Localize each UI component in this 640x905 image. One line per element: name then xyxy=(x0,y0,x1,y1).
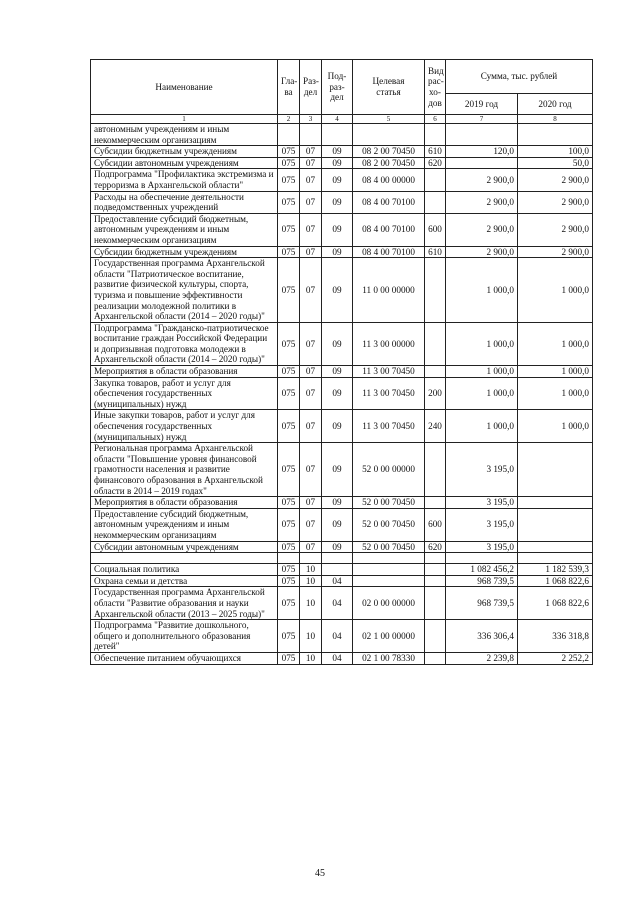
col-num: 8 xyxy=(518,115,593,124)
cell-razdel: 07 xyxy=(300,191,322,213)
cell-statya: 52 0 00 70450 xyxy=(353,541,425,553)
cell-sum-2020 xyxy=(518,124,593,146)
cell-name: Иные закупки товаров, работ и услуг для обеспечения государственных (муниципальных) нужд xyxy=(91,410,278,443)
table-row xyxy=(91,410,593,443)
cell-podrazdel: 09 xyxy=(322,410,353,443)
cell-sum-2019: 968 739,5 xyxy=(446,575,518,587)
cell-vid xyxy=(425,587,446,620)
cell-statya xyxy=(353,124,425,146)
cell-name: Предоставление субсидий бюджетным, автономным учреждениям и иным некоммерческим организациям xyxy=(91,213,278,246)
header-vid: Вид рас- хо- дов xyxy=(425,60,446,115)
table-row xyxy=(91,213,593,246)
table-row xyxy=(91,497,593,509)
cell-sum-2019: 336 306,4 xyxy=(446,620,518,653)
header-glava: Гла- ва xyxy=(278,60,300,115)
cell-glava xyxy=(278,124,300,146)
header-name: Наименование xyxy=(91,60,278,115)
cell-razdel xyxy=(300,553,322,564)
cell-statya: 11 0 00 00000 xyxy=(353,258,425,323)
cell-statya xyxy=(353,553,425,564)
cell-razdel: 10 xyxy=(300,575,322,587)
cell-name: Подпрограмма "Развитие дошкольного, общего и дополнительного образования детей" xyxy=(91,620,278,653)
cell-sum-2019: 1 000,0 xyxy=(446,322,518,365)
cell-statya: 08 2 00 70450 xyxy=(353,146,425,158)
cell-glava: 075 xyxy=(278,508,300,541)
cell-sum-2020: 1 000,0 xyxy=(518,258,593,323)
cell-podrazdel: 09 xyxy=(322,146,353,158)
cell-sum-2020: 2 900,0 xyxy=(518,246,593,258)
cell-name: Государственная программа Архангельской области "Развитие образования и науки Архангельской области (2013 – 2025 годы)" xyxy=(91,587,278,620)
cell-podrazdel: 09 xyxy=(322,258,353,323)
cell-glava: 075 xyxy=(278,587,300,620)
cell-podrazdel xyxy=(322,553,353,564)
cell-name: автономным учреждениям и иным некоммерческим организациям xyxy=(91,124,278,146)
cell-sum-2020: 1 000,0 xyxy=(518,322,593,365)
table-row xyxy=(91,564,593,576)
cell-vid xyxy=(425,575,446,587)
budget-table xyxy=(90,59,593,665)
cell-sum-2020: 1 068 822,6 xyxy=(518,575,593,587)
cell-glava: 075 xyxy=(278,146,300,158)
cell-vid xyxy=(425,620,446,653)
cell-name: Мероприятия в области образования xyxy=(91,366,278,378)
cell-sum-2020: 1 000,0 xyxy=(518,410,593,443)
cell-statya: 08 4 00 70100 xyxy=(353,191,425,213)
header-2019: 2019 год xyxy=(446,94,518,115)
cell-name: Государственная программа Архангельской области "Патриотическое воспитание, развитие физической культуры, спорта, туризма и повышение эффективности реализации молодежной политики в Архангельской области (2014 – 2020 годы)" xyxy=(91,258,278,323)
cell-statya: 11 3 00 70450 xyxy=(353,377,425,410)
cell-name: Субсидии автономным учреждениям xyxy=(91,541,278,553)
cell-glava: 075 xyxy=(278,366,300,378)
cell-name: Мероприятия в области образования xyxy=(91,497,278,509)
col-num: 2 xyxy=(278,115,300,124)
cell-sum-2019 xyxy=(446,124,518,146)
cell-statya: 08 2 00 70450 xyxy=(353,157,425,169)
cell-sum-2019: 1 000,0 xyxy=(446,366,518,378)
header-razdel: Раз- дел xyxy=(300,60,322,115)
cell-podrazdel xyxy=(322,124,353,146)
cell-sum-2019: 2 900,0 xyxy=(446,191,518,213)
cell-razdel: 07 xyxy=(300,157,322,169)
cell-podrazdel: 09 xyxy=(322,322,353,365)
table-row xyxy=(91,553,593,564)
cell-podrazdel: 09 xyxy=(322,443,353,497)
cell-vid xyxy=(425,652,446,664)
col-num: 5 xyxy=(353,115,425,124)
table-row xyxy=(91,652,593,664)
cell-podrazdel: 09 xyxy=(322,246,353,258)
cell-vid xyxy=(425,553,446,564)
cell-razdel: 10 xyxy=(300,620,322,653)
cell-sum-2020: 1 068 822,6 xyxy=(518,587,593,620)
cell-vid: 610 xyxy=(425,146,446,158)
header-podrazdel: Под- раз- дел xyxy=(322,60,353,115)
cell-podrazdel: 09 xyxy=(322,213,353,246)
cell-sum-2019: 3 195,0 xyxy=(446,497,518,509)
cell-vid xyxy=(425,322,446,365)
cell-glava: 075 xyxy=(278,191,300,213)
cell-glava: 075 xyxy=(278,497,300,509)
cell-sum-2020: 50,0 xyxy=(518,157,593,169)
cell-razdel: 07 xyxy=(300,169,322,191)
cell-vid: 610 xyxy=(425,246,446,258)
cell-name: Субсидии автономным учреждениям xyxy=(91,157,278,169)
cell-sum-2020 xyxy=(518,443,593,497)
header-2020: 2020 год xyxy=(518,94,593,115)
cell-name: Обеспечение питанием обучающихся xyxy=(91,652,278,664)
cell-vid: 200 xyxy=(425,377,446,410)
cell-vid xyxy=(425,366,446,378)
table-row xyxy=(91,508,593,541)
cell-glava: 075 xyxy=(278,377,300,410)
cell-sum-2020 xyxy=(518,497,593,509)
cell-statya xyxy=(353,564,425,576)
cell-sum-2019: 120,0 xyxy=(446,146,518,158)
cell-razdel: 07 xyxy=(300,410,322,443)
cell-statya: 52 0 00 00000 xyxy=(353,443,425,497)
cell-name: Подпрограмма "Гражданско-патриотическое воспитание граждан Российской Федерации и допризывная подготовка молодежи в Архангельской области (2014 – 2020 годы)" xyxy=(91,322,278,365)
table-row xyxy=(91,366,593,378)
cell-statya: 02 0 00 00000 xyxy=(353,587,425,620)
table-row xyxy=(91,191,593,213)
table-row xyxy=(91,541,593,553)
cell-glava: 075 xyxy=(278,620,300,653)
table-body xyxy=(91,124,593,665)
cell-sum-2020: 336 318,8 xyxy=(518,620,593,653)
cell-glava: 075 xyxy=(278,322,300,365)
cell-sum-2020: 2 900,0 xyxy=(518,191,593,213)
cell-vid xyxy=(425,564,446,576)
cell-name: Субсидии бюджетным учреждениям xyxy=(91,146,278,158)
cell-podrazdel: 09 xyxy=(322,541,353,553)
cell-razdel: 07 xyxy=(300,322,322,365)
cell-podrazdel: 04 xyxy=(322,652,353,664)
cell-razdel: 07 xyxy=(300,366,322,378)
cell-glava: 075 xyxy=(278,652,300,664)
table-row xyxy=(91,258,593,323)
cell-sum-2020 xyxy=(518,508,593,541)
cell-statya: 08 4 00 00000 xyxy=(353,169,425,191)
cell-statya: 08 4 00 70100 xyxy=(353,246,425,258)
col-num: 1 xyxy=(91,115,278,124)
column-number-row xyxy=(91,115,593,124)
cell-razdel: 07 xyxy=(300,213,322,246)
table-row xyxy=(91,443,593,497)
cell-vid xyxy=(425,124,446,146)
table-row xyxy=(91,146,593,158)
cell-sum-2019: 3 195,0 xyxy=(446,443,518,497)
cell-sum-2020: 1 000,0 xyxy=(518,377,593,410)
cell-razdel: 07 xyxy=(300,146,322,158)
cell-statya: 08 4 00 70100 xyxy=(353,213,425,246)
cell-name: Расходы на обеспечение деятельности подведомственных учреждений xyxy=(91,191,278,213)
cell-sum-2019: 3 195,0 xyxy=(446,541,518,553)
cell-sum-2019: 3 195,0 xyxy=(446,508,518,541)
header-statya: Целевая статья xyxy=(353,60,425,115)
cell-vid: 600 xyxy=(425,213,446,246)
col-num: 7 xyxy=(446,115,518,124)
cell-sum-2020: 1 000,0 xyxy=(518,366,593,378)
cell-vid: 620 xyxy=(425,157,446,169)
cell-statya: 11 3 00 00000 xyxy=(353,322,425,365)
cell-sum-2020: 1 182 539,3 xyxy=(518,564,593,576)
cell-glava: 075 xyxy=(278,443,300,497)
cell-glava xyxy=(278,553,300,564)
cell-name: Региональная программа Архангельской области "Повышение уровня финансовой грамотности населения и развитие финансового образования в Архангельской области в 2014 – 2019 годах" xyxy=(91,443,278,497)
cell-sum-2019: 2 900,0 xyxy=(446,213,518,246)
cell-statya: 52 0 00 70450 xyxy=(353,508,425,541)
cell-glava: 075 xyxy=(278,246,300,258)
cell-sum-2019: 1 082 456,2 xyxy=(446,564,518,576)
table-row xyxy=(91,620,593,653)
cell-sum-2019: 2 900,0 xyxy=(446,169,518,191)
cell-statya: 02 1 00 78330 xyxy=(353,652,425,664)
cell-razdel: 07 xyxy=(300,246,322,258)
cell-podrazdel: 04 xyxy=(322,620,353,653)
header-row xyxy=(91,60,593,94)
cell-glava: 075 xyxy=(278,410,300,443)
cell-podrazdel: 09 xyxy=(322,169,353,191)
cell-podrazdel: 09 xyxy=(322,157,353,169)
cell-vid xyxy=(425,497,446,509)
table-row xyxy=(91,377,593,410)
cell-vid xyxy=(425,443,446,497)
table-row xyxy=(91,157,593,169)
cell-vid: 600 xyxy=(425,508,446,541)
cell-sum-2019 xyxy=(446,157,518,169)
table-row xyxy=(91,246,593,258)
cell-sum-2019: 1 000,0 xyxy=(446,377,518,410)
cell-sum-2020: 2 900,0 xyxy=(518,169,593,191)
cell-razdel: 10 xyxy=(300,564,322,576)
cell-razdel: 07 xyxy=(300,443,322,497)
cell-glava: 075 xyxy=(278,541,300,553)
cell-razdel: 07 xyxy=(300,497,322,509)
cell-statya: 11 3 00 70450 xyxy=(353,366,425,378)
cell-statya: 02 1 00 00000 xyxy=(353,620,425,653)
cell-statya: 52 0 00 70450 xyxy=(353,497,425,509)
cell-razdel xyxy=(300,124,322,146)
cell-podrazdel xyxy=(322,564,353,576)
cell-vid: 620 xyxy=(425,541,446,553)
cell-vid: 240 xyxy=(425,410,446,443)
table-row xyxy=(91,124,593,146)
col-num: 6 xyxy=(425,115,446,124)
cell-statya xyxy=(353,575,425,587)
table-row xyxy=(91,169,593,191)
cell-name: Закупка товаров, работ и услуг для обеспечения государственных (муниципальных) нужд xyxy=(91,377,278,410)
cell-sum-2020 xyxy=(518,553,593,564)
cell-sum-2019 xyxy=(446,553,518,564)
page-number: 45 xyxy=(315,868,325,879)
cell-sum-2020: 2 252,2 xyxy=(518,652,593,664)
table-row xyxy=(91,322,593,365)
cell-glava: 075 xyxy=(278,169,300,191)
cell-razdel: 07 xyxy=(300,258,322,323)
cell-podrazdel: 09 xyxy=(322,497,353,509)
cell-sum-2019: 2 239,8 xyxy=(446,652,518,664)
table-row xyxy=(91,587,593,620)
cell-sum-2020: 100,0 xyxy=(518,146,593,158)
cell-podrazdel: 09 xyxy=(322,366,353,378)
header-summa: Сумма, тыс. рублей xyxy=(446,60,593,94)
cell-podrazdel: 09 xyxy=(322,377,353,410)
cell-glava: 075 xyxy=(278,575,300,587)
cell-razdel: 07 xyxy=(300,377,322,410)
cell-sum-2019: 1 000,0 xyxy=(446,258,518,323)
cell-podrazdel: 09 xyxy=(322,191,353,213)
cell-razdel: 10 xyxy=(300,652,322,664)
cell-glava: 075 xyxy=(278,213,300,246)
cell-vid xyxy=(425,191,446,213)
cell-name: Субсидии бюджетным учреждениям xyxy=(91,246,278,258)
cell-name: Охрана семьи и детства xyxy=(91,575,278,587)
cell-vid xyxy=(425,169,446,191)
cell-glava: 075 xyxy=(278,564,300,576)
col-num: 3 xyxy=(300,115,322,124)
cell-statya: 11 3 00 70450 xyxy=(353,410,425,443)
cell-razdel: 07 xyxy=(300,508,322,541)
cell-sum-2020 xyxy=(518,541,593,553)
cell-name: Подпрограмма "Профилактика экстремизма и терроризма в Архангельской области" xyxy=(91,169,278,191)
cell-sum-2019: 968 739,5 xyxy=(446,587,518,620)
cell-podrazdel: 09 xyxy=(322,508,353,541)
cell-name xyxy=(91,553,278,564)
cell-name: Предоставление субсидий бюджетным, автономным учреждениям и иным некоммерческим организациям xyxy=(91,508,278,541)
cell-podrazdel: 04 xyxy=(322,587,353,620)
cell-sum-2019: 1 000,0 xyxy=(446,410,518,443)
cell-sum-2020: 2 900,0 xyxy=(518,213,593,246)
cell-podrazdel: 04 xyxy=(322,575,353,587)
cell-glava: 075 xyxy=(278,258,300,323)
cell-glava: 075 xyxy=(278,157,300,169)
table-row xyxy=(91,575,593,587)
col-num: 4 xyxy=(322,115,353,124)
cell-vid xyxy=(425,258,446,323)
cell-sum-2019: 2 900,0 xyxy=(446,246,518,258)
cell-name: Социальная политика xyxy=(91,564,278,576)
cell-razdel: 10 xyxy=(300,587,322,620)
cell-razdel: 07 xyxy=(300,541,322,553)
